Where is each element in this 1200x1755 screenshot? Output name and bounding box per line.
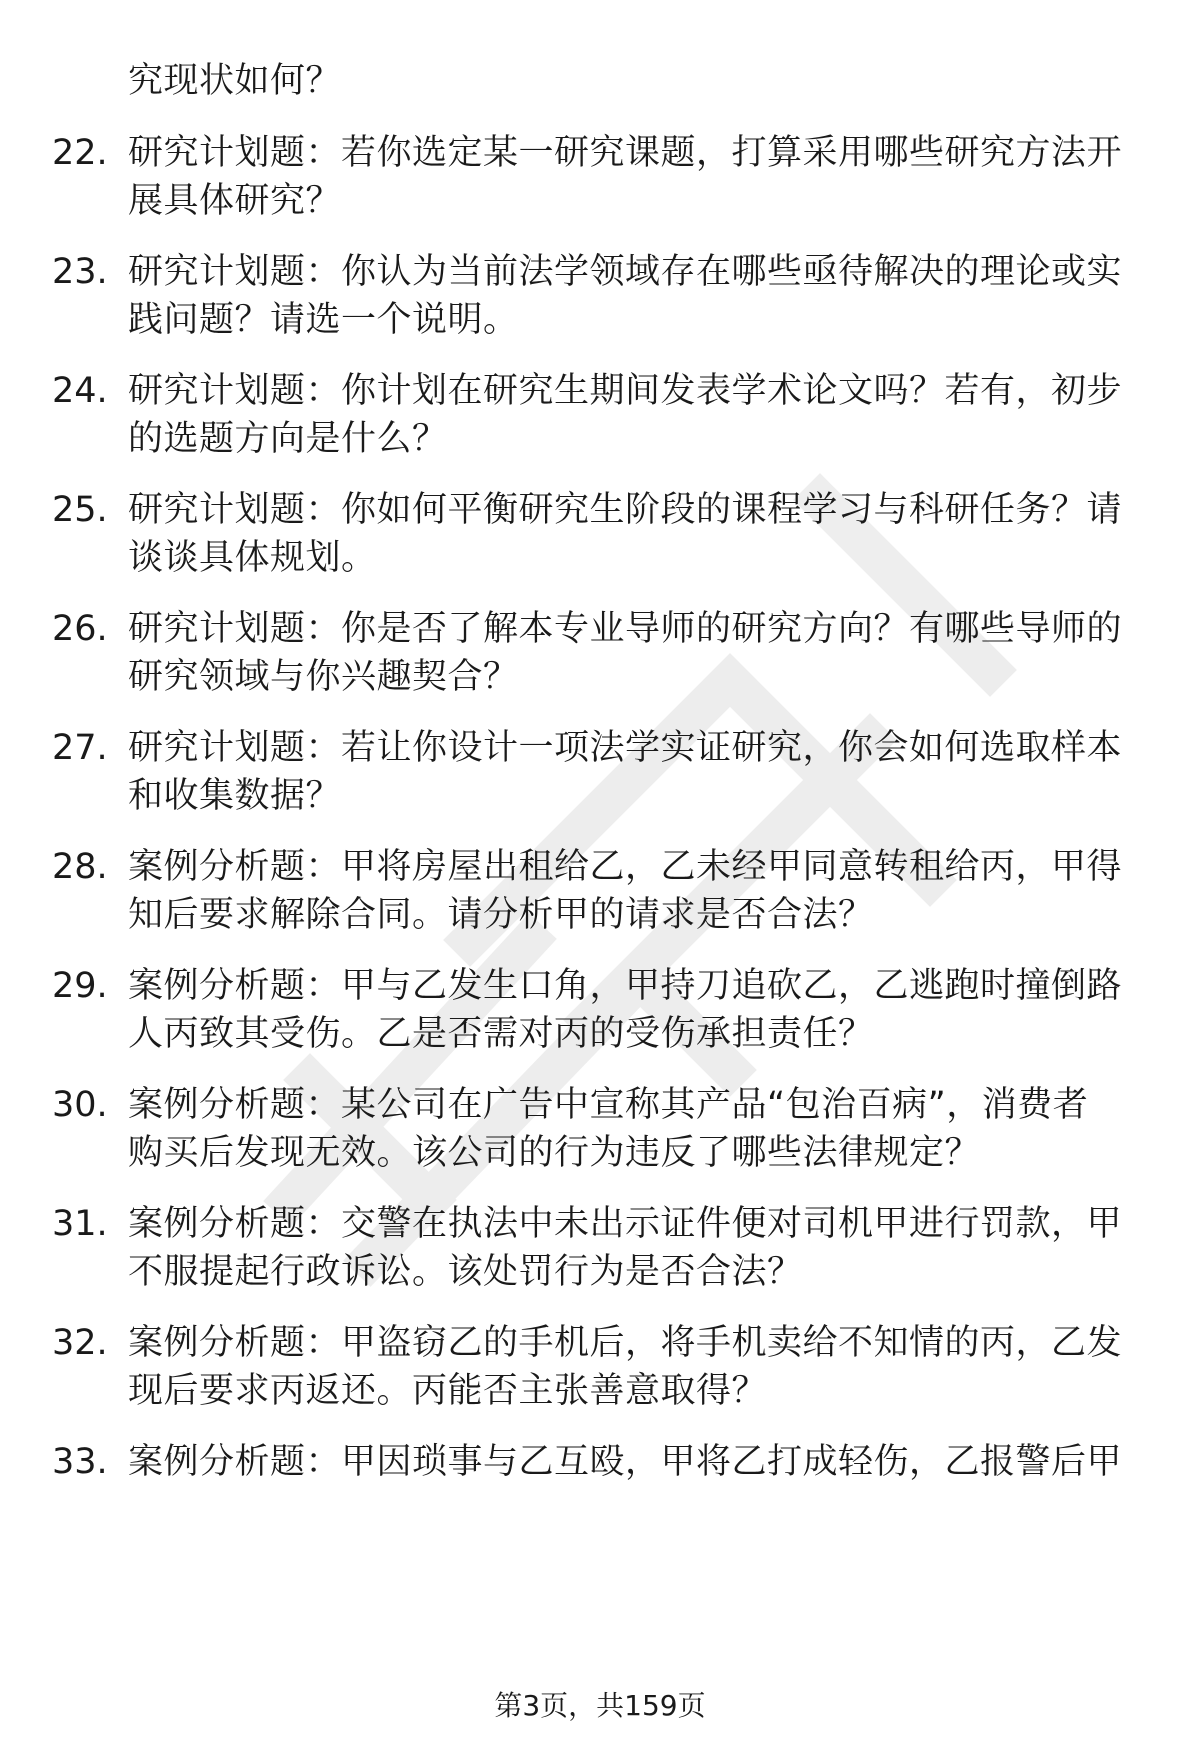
item-text-line2: 购买后发现无效。该公司的行为违反了哪些法律规定？: [128, 1133, 981, 1173]
item-number: 32.: [52, 1323, 108, 1363]
item-text-line2: 谈谈具体规划。: [128, 538, 377, 578]
item-text-line1: 研究计划题：若你选定某一研究课题，打算采用哪些研究方法开: [128, 133, 1123, 173]
item-text-line1: 研究计划题：若让你设计一项法学实证研究，你会如何选取样本: [128, 728, 1123, 768]
item-text-line1: 研究计划题：你认为当前法学领域存在哪些亟待解决的理论或实: [128, 252, 1123, 292]
item-text-line1: 案例分析题：甲因琐事与乙互殴，甲将乙打成轻伤，乙报警后甲: [128, 1442, 1123, 1482]
item-number: 24.: [52, 371, 108, 411]
item-text-line1: 研究计划题：你是否了解本专业导师的研究方向？有哪些导师的: [128, 609, 1123, 649]
item-text-line2: 的选题方向是什么？: [128, 419, 448, 459]
item-number: 29.: [52, 966, 108, 1006]
continuation-text: 究现状如何？: [128, 61, 342, 101]
item-number: 30.: [52, 1085, 108, 1125]
item-text-line2: 知后要求解除合同。请分析甲的请求是否合法？: [128, 895, 874, 935]
item-number: 22.: [52, 133, 108, 173]
item-text-line2: 和收集数据？: [128, 776, 342, 816]
item-text-line2: 现后要求丙返还。丙能否主张善意取得？: [128, 1371, 768, 1411]
item-number: 28.: [52, 847, 108, 887]
item-number: 33.: [52, 1442, 108, 1482]
item-text-line2: 人丙致其受伤。乙是否需对丙的受伤承担责任？: [128, 1014, 874, 1054]
item-text-line1: 案例分析题：甲将房屋出租给乙，乙未经甲同意转租给丙，甲得: [128, 847, 1123, 887]
item-text-line1: 案例分析题：某公司在广告中宣称其产品“包治百病”，消费者: [128, 1085, 1089, 1125]
item-number: 23.: [52, 252, 108, 292]
item-text-line1: 研究计划题：你如何平衡研究生阶段的课程学习与科研任务？请: [128, 490, 1123, 530]
item-text-line2: 不服提起行政诉讼。该处罚行为是否合法？: [128, 1252, 803, 1292]
item-text-line1: 案例分析题：甲盗窃乙的手机后，将手机卖给不知情的丙，乙发: [128, 1323, 1123, 1363]
item-number: 26.: [52, 609, 108, 649]
item-number: 31.: [52, 1204, 108, 1244]
item-text-line2: 践问题？请选一个说明。: [128, 300, 519, 340]
item-text-line2: 展具体研究？: [128, 181, 342, 221]
item-text-line2: 研究领域与你兴趣契合？: [128, 657, 519, 697]
item-text-line1: 案例分析题：交警在执法中未出示证件便对司机甲进行罚款，甲: [128, 1204, 1123, 1244]
item-text-line1: 案例分析题：甲与乙发生口角，甲持刀追砍乙，乙逃跑时撞倒路: [128, 966, 1123, 1006]
item-number: 27.: [52, 728, 108, 768]
item-number: 25.: [52, 490, 108, 530]
page-footer: 第3页，共159页: [494, 1689, 706, 1722]
item-text-line1: 研究计划题：你计划在研究生期间发表学术论文吗？若有，初步: [128, 371, 1123, 411]
